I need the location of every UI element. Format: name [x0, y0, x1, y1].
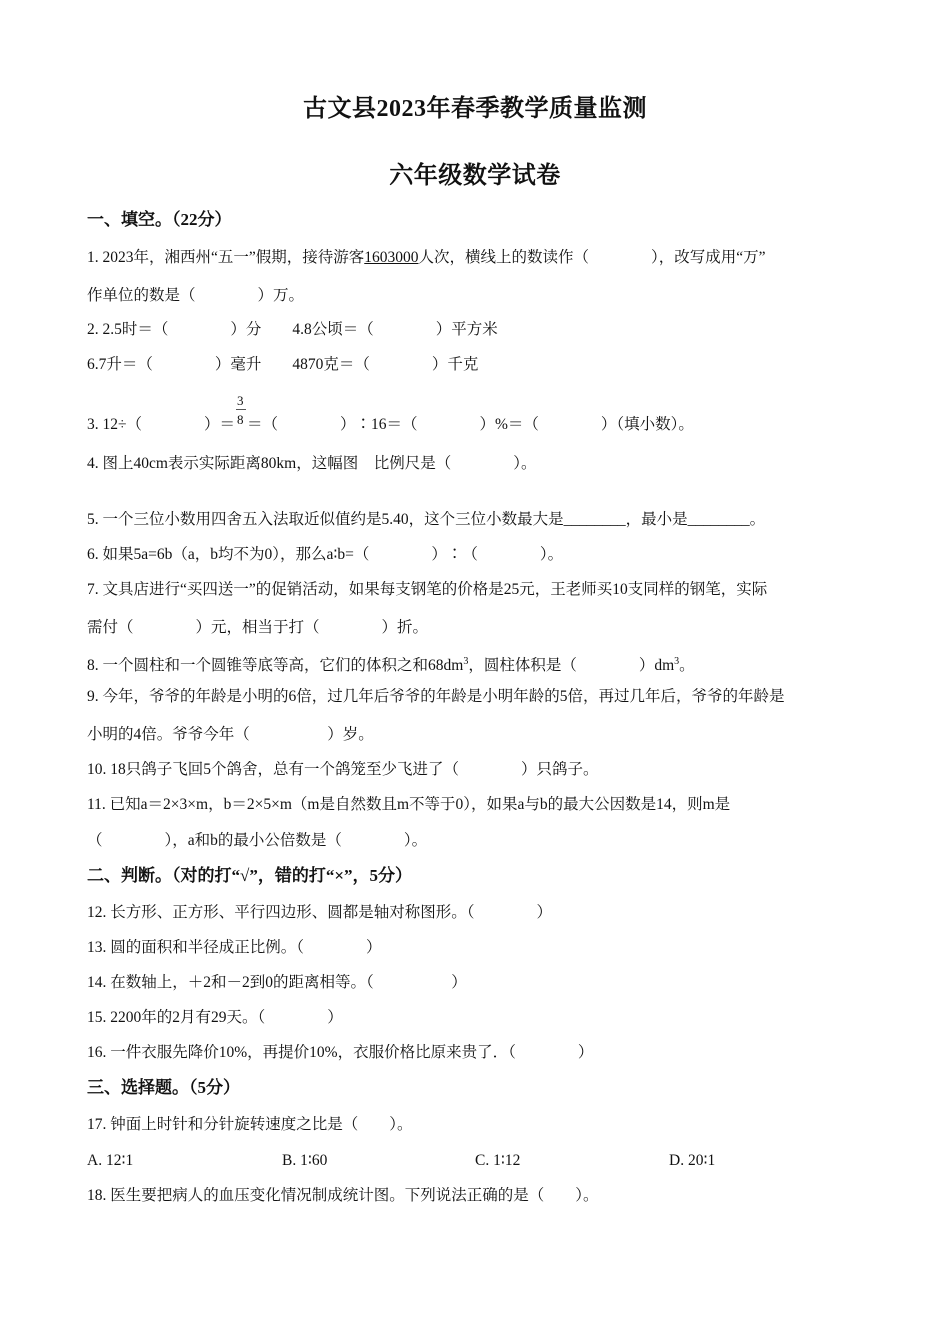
question-5: 5. 一个三位小数用四舍五入法取近似值约是5.40，这个三位小数最大是________，最小是________。 — [87, 511, 766, 528]
q8-text-pre: 8. 一个圆柱和一个圆锥等底等高，它们的体积之和68dm — [87, 657, 464, 675]
question-10: 10. 18只鸽子飞回5个鸽舍，总有一个鸽笼至少飞进了（ ）只鸽子。 — [87, 761, 599, 778]
exam-title: 古文县2023年春季教学质量监测 — [303, 96, 647, 122]
question-7-line-1: 7. 文具店进行“买四送一”的促销活动，如果每支钢笔的价格是25元，王老师买10支同样的钢笔，实际 — [87, 581, 768, 598]
q1-underlined-number: 1603000 — [364, 249, 419, 266]
option-d: D. 20∶1 — [669, 1152, 716, 1169]
section-multiple-choice: 三、选择题。（5分） — [87, 1078, 240, 1097]
q1-text-post: 人次，横线上的数读作（ ），改写成用“万” — [418, 249, 766, 266]
q8-text-end: 。 — [679, 657, 695, 675]
question-14: 14. 在数轴上，＋2和－2到0的距离相等。（ ） — [87, 974, 467, 991]
exam-subtitle: 六年级数学试卷 — [389, 163, 561, 189]
q8-superscript-2: 3 — [674, 656, 680, 667]
question-18: 18. 医生要把病人的血压变化情况制成统计图。下列说法正确的是（ ）。 — [87, 1187, 599, 1204]
question-17: 17. 钟面上时针和分针旋转速度之比是（ ）。 — [87, 1116, 413, 1133]
q8-text-mid: ，圆柱体积是（ ）dm — [468, 657, 675, 675]
section-true-false: 二、判断。（对的打“√”，错的打“×”，5分） — [87, 866, 413, 885]
question-16: 16. 一件衣服先降价10%，再提价10%，衣服价格比原来贵了．（ ） — [87, 1044, 594, 1061]
question-9-line-1: 9. 今年，爷爷的年龄是小明的6倍，过几年后爷爷的年龄是小明年龄的5倍，再过几年后，爷爷的年龄是 — [87, 688, 785, 705]
q3-text-pre: 3. 12÷（ ）＝ — [87, 416, 236, 433]
question-9-line-2: 小明的4倍。爷爷今年（ ）岁。 — [87, 726, 374, 743]
question-1-line-2: 作单位的数是（ ）万。 — [87, 287, 305, 304]
fraction-three-eighths — [235, 393, 247, 435]
question-15: 15. 2200年的2月有29天。（ ） — [87, 1009, 343, 1026]
question-13: 13. 圆的面积和半径成正比例。（ ） — [87, 939, 382, 956]
question-4: 4. 图上40cm表示实际距离80km，这幅图 比例尺是（ ）。 — [87, 455, 537, 472]
question-1-line-1 — [87, 248, 870, 268]
option-b: B. 1∶60 — [282, 1152, 328, 1169]
section-fill-in: 一、填空。（22分） — [87, 210, 232, 229]
q3-text-post: ＝（ ）∶16＝（ ）%＝（ ）（填小数）。 — [247, 416, 694, 433]
option-a: A. 12∶1 — [87, 1152, 134, 1169]
question-17-options — [87, 1151, 870, 1171]
question-11-line-1: 11. 已知a＝2×3×m，b＝2×5×m（m是自然数且m不等于0），如果a与b的最大公因数是14，则m是 — [87, 796, 731, 813]
option-c: C. 1∶12 — [475, 1152, 521, 1169]
question-2-line-1: 2. 2.5时＝（ ）分 4.8公顷＝（ ）平方米 — [87, 321, 498, 338]
question-12: 12. 长方形、正方形、平行四边形、圆都是轴对称图形。（ ） — [87, 904, 553, 921]
question-3 — [87, 393, 870, 435]
question-6: 6. 如果5a=6b（a，b均不为0），那么a∶b=（ ）∶（ ）。 — [87, 546, 564, 563]
q8-superscript-1: 3 — [463, 656, 469, 667]
question-7-line-2: 需付（ ）元，相当于打（ ）折。 — [87, 619, 429, 636]
fraction-numerator: 3 — [237, 393, 244, 409]
fraction-denominator: 8 — [237, 412, 244, 428]
question-2-line-2: 6.7升＝（ ）毫升 4870克＝（ ）千克 — [87, 356, 479, 373]
question-11-line-2: （ ），a和b的最小公倍数是（ ）。 — [87, 832, 428, 849]
question-8 — [87, 652, 870, 676]
q1-text-pre: 1. 2023年，湘西州“五一”假期，接待游客 — [87, 249, 365, 266]
